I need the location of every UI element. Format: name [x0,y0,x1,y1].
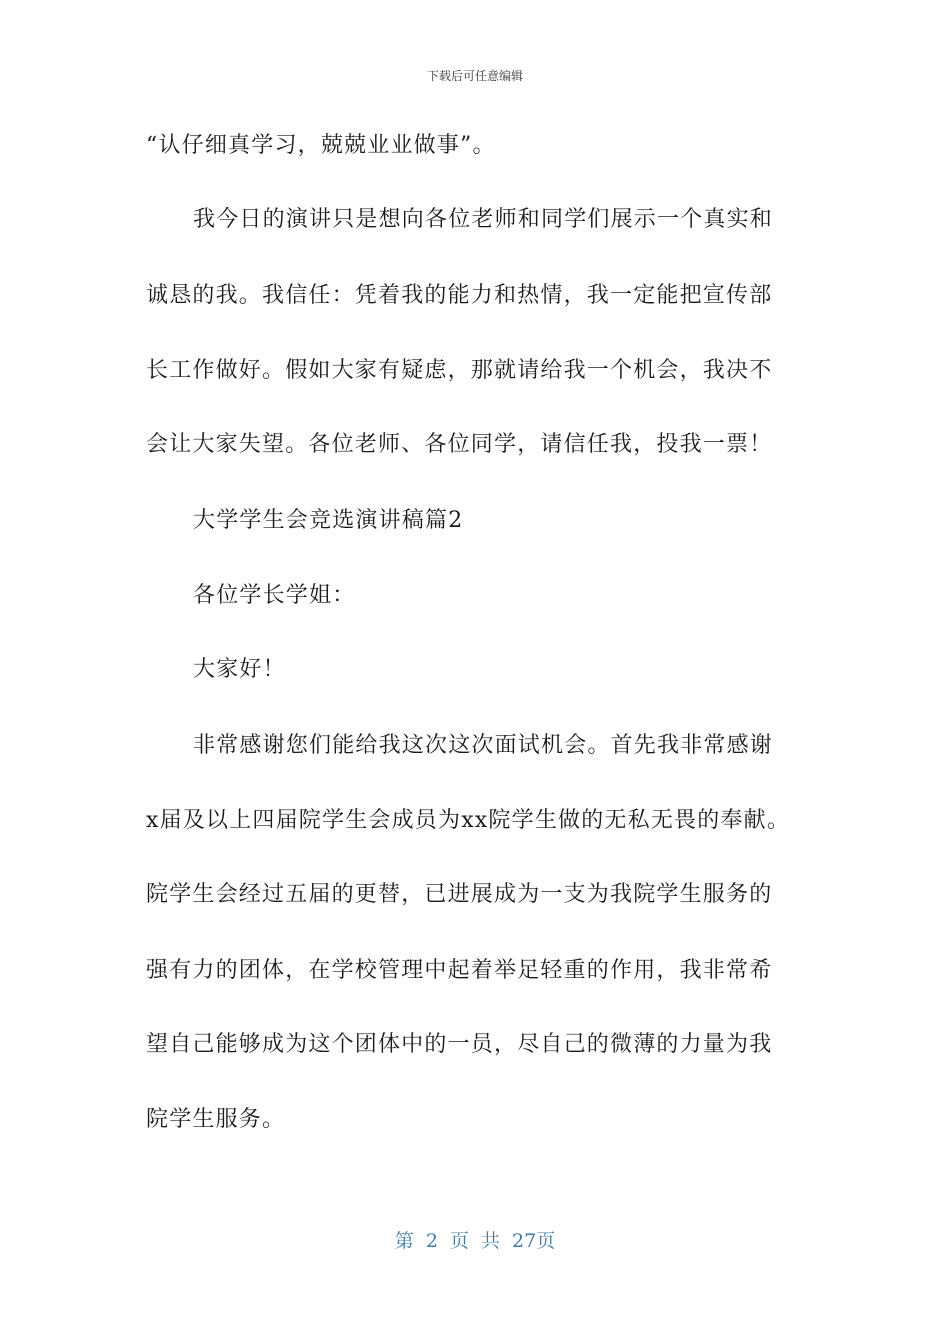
text-line: 诚恳的我。我信任：凭着我的能力和热情，我一定能把宣传部 [146,283,773,308]
text-line: 望自己能够成为这个团体中的一员，尽自己的微薄的力量为我 [146,1032,773,1057]
text-line: 非常感谢您们能给我这次这次面试机会。首先我非常感谢 [193,733,774,758]
text-line: 会让大家失望。各位老师、各位同学，请信任我，投我一票！ [146,432,773,457]
header-note: 下载后可任意编辑 [426,69,523,83]
greeting: 大家好！ [193,657,286,682]
text-line: 院学生会经过五届的更替，已进展成为一支为我院学生服务的 [146,882,773,907]
text-line: 院学生服务。 [146,1107,286,1132]
section-heading: 大学学生会竞选演讲稿篇2 [193,508,464,533]
salutation: 各位学长学姐： [193,583,356,608]
text-line: x届及以上四届院学生会成员为xx院学生做的无私无畏的奉献。 [146,808,791,833]
text-line: 强有力的团体，在学校管理中起着举足轻重的作用，我非常希 [146,958,773,983]
text-line: 我今日的演讲只是想向各位老师和同学们展示一个真实和 [193,207,774,232]
text-line: 长工作做好。假如大家有疑虑，那就请给我一个机会，我决不 [146,358,773,383]
text-line: “认仔细真学习，兢兢业业做事”。 [146,133,496,158]
page-number-footer: 第 2 页 共 27页 [394,1230,556,1252]
